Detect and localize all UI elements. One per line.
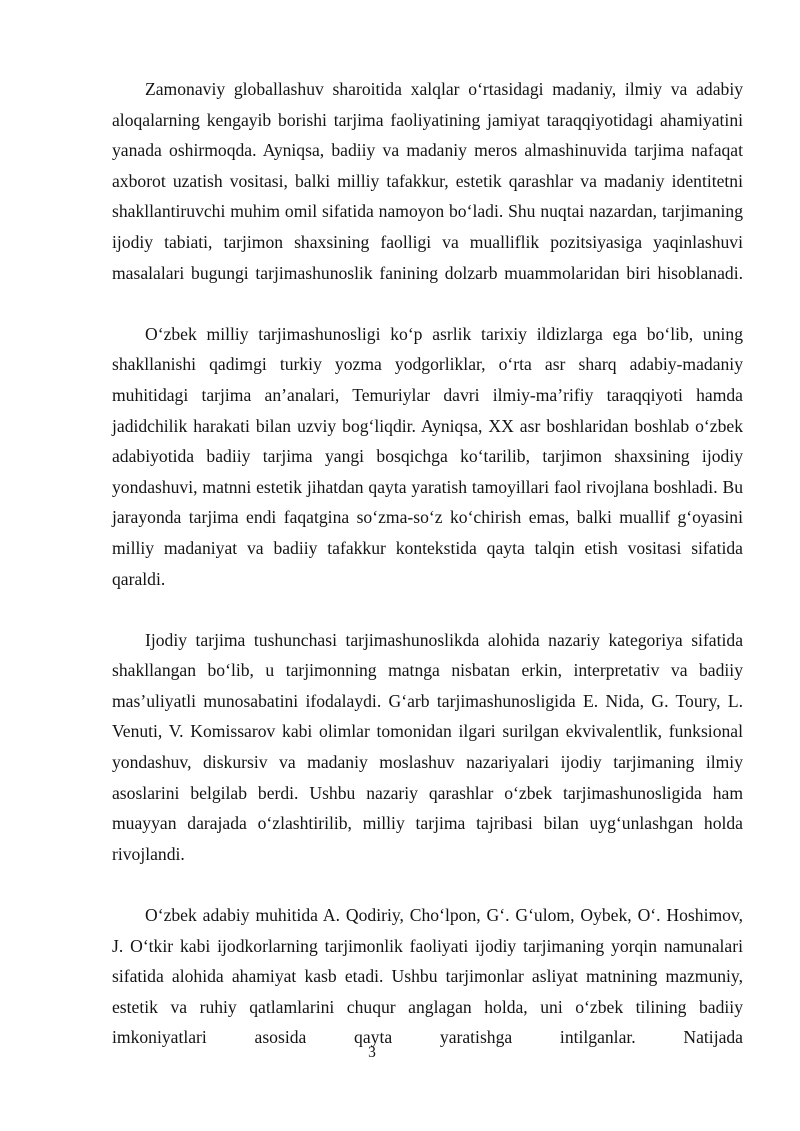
body-paragraph-1: Zamonaviy globallashuv sharoitida xalqlar oʻrtasidagi madaniy, ilmiy va adabiy aloqalarning kengayib borishi tarjima faoliyatining jamiyat taraqqiyotidagi ahamiyatini yanada oshirmoqda. Ayniqsa, badiiy va madaniy meros almashinuvida tarjima nafaqat axborot uzatish vositasi, balki milliy tafakkur, estetik qarashlar va madaniy identitetni shakllantiruvchi muhim omil sifatida namoyon boʻladi. Shu nuqtai nazardan, tarjimaning ijodiy tabiati, tarjimon shaxsining faolligi va mualliflik pozitsiyasiga yaqinlashuvi masalalari bugungi tarjimashunoslik fanining dolzarb muammolaridan biri hisoblanadi. — [112, 79, 743, 283]
page-footer — [0, 1043, 800, 1063]
document-body — [112, 74, 743, 1084]
body-paragraph-3: Ijodiy tarjima tushunchasi tarjimashunoslikda alohida nazariy kategoriya sifatida shakllangan boʻlib, u tarjimonning matnga nisbatan erkin, interpretativ va badiiy masʼuliyatli munosabatini ifodalaydi. Gʻarb tarjimashunosligida E. Nida, G. Toury, L. Venuti, V. Komissarov kabi olimlar tomonidan ilgari surilgan ekvivalentlik, funksional yondashuv, diskursiv va madaniy moslashuv nazariyalari ijodiy tarjimaning ilmiy asoslarini belgilab berdi. Ushbu nazariy qarashlar oʻzbek tarjimashunosligida ham muayyan darajada oʻzlashtirilib, milliy tarjima tajribasi bilan uygʻunlashgan holda rivojlandi. — [112, 629, 743, 864]
body-paragraph-4: Oʻzbek adabiy muhitida A. Qodiriy, Choʻlpon, Gʻ. Gʻulom, Oybek, Oʻ. Hoshimov, J. Oʻtkir kabi ijodkorlarning tarjimonlik faoliyati ijodiy tarjimaning yorqin namunalari sifatida alohida ahamiyat kasb etadi. Ushbu tarjimonlar asliyat matnining mazmuniy, estetik va ruhiy qatlamlarini chuqur anglagan holda, uni oʻzbek tilining badiiy imkoniyatlari asosida qayta yaratishga intilganlar. Natijada — [112, 905, 743, 1048]
page-number: 3 — [368, 1044, 376, 1061]
body-paragraph-2: Oʻzbek milliy tarjimashunosligi koʻp asrlik tarixiy ildizlarga ega boʻlib, uning shakllanishi qadimgi turkiy yozma yodgorliklar, oʻrta asr sharq adabiy-madaniy muhitidagi tarjima anʼanalari, Temuriylar davri ilmiy-maʼrifiy taraqqiyoti hamda jadidchilik harakati bilan uzviy bogʻliqdir. Ayniqsa, XX asr boshlaridan boshlab oʻzbek adabiyotida badiiy tarjima yangi bosqichga koʻtarilib, tarjimon shaxsining ijodiy yondashuvi, matnni estetik jihatdan qayta yaratish tamoyillari faol rivojlana boshladi. Bu jarayonda tarjima endi faqatgina soʻzma-soʻz koʻchirish emas, balki muallif gʻoyasini milliy madaniyat va badiiy tafakkur kontekstida qayta talqin etish vositasi sifatida qaraldi. — [112, 323, 743, 589]
